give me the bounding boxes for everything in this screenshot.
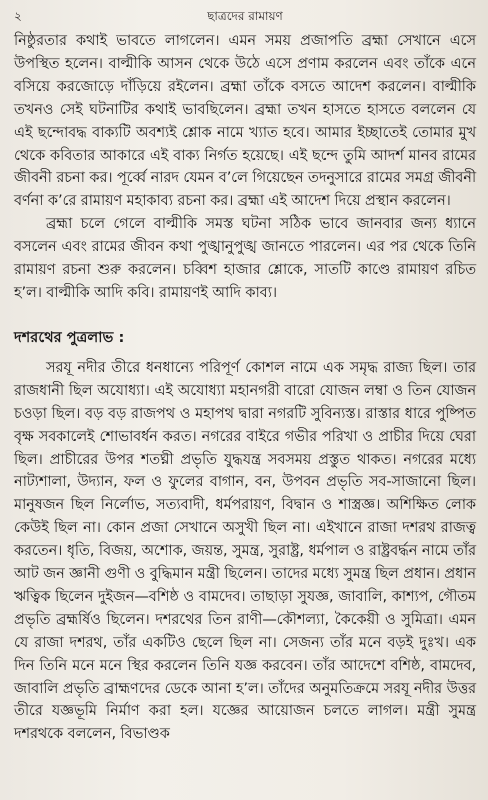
paragraph: ব্রহ্মা চলে গেলে বাল্মীকি সমস্ত ঘটনা সঠিক ভাবে জানবার জন্য ধ্যানে বসলেন এবং রামের জীবন কথা পুঙ্খানুপুঙ্খ জানতে পারলেন। এর পর থেকে তিনি রামায়ণ রচনা শুরু করলেন। চব্বিশ হাজার শ্লোকে, সাতটি কাণ্ডে রামায়ণ রচিত হ’ল। বাল্মীকি আদি কবি। রামায়ণই আদি কাব্য। [14, 215, 476, 301]
paragraph: নিষ্ঠুরতার কথাই ভাবতে লাগলেন। এমন সময় প্রজাপতি ব্রহ্মা সেখানে এসে উপস্থিত হলেন। বাল্মীকি আসন থেকে উঠে এসে প্রণাম করলেন এবং তাঁকে এনে বসিয়ে করজোড়ে দাঁড়িয়ে রইলেন। ব্রহ্মা তাঁকে বসতে আদেশ করলেন। বাল্মীকি তখনও সেই ঘটনাটির কথাই ভাবছিলেন। ব্রহ্মা তখন হাসতে হাসতে বললেন যে এই ছন্দোবদ্ধ বাক্যটি অবশ্যই শ্লোক নামে খ্যাত হবে। আমার ইচ্ছাতেই তোমার মুখ থেকে কবিতার আকারে এই বাক্য নির্গত হয়েছে। এই ছন্দে তুমি আদর্শ মানব রামের জীবনী রচনা কর। পূর্ব্বে নারদ যেমন ব’লে গিয়েছেন তদনুসারে রামের সমগ্র জীবনী বর্ণনা ক’রে রামায়ণ মহাকাব্য রচনা কর। ব্রহ্মা এই আদেশ দিয়ে প্রস্থান করলেন। [14, 32, 476, 210]
running-head: ছাত্রদের রামায়ণ [207, 9, 283, 23]
body-text [14, 30, 476, 746]
section-heading: দশরথের পুত্রলাভ : [14, 328, 125, 346]
page-number: ২ [14, 9, 22, 23]
section-spacer [14, 305, 476, 327]
page-header [14, 6, 476, 30]
paragraph: সরযূ নদীর তীরে ধনধান্যে পরিপূর্ণ কোশল নামে এক সমৃদ্ধ রাজ্য ছিল। তার রাজধানী ছিল অযোধ্যা। এই অযোধ্যা মহানগরী বারো যোজন লম্বা ও তিন যোজন চওড়া ছিল। বড় বড় রাজপথ ও মহাপথ দ্বারা নগরটি সুবিন্যস্ত। রাস্তার ধারে পুষ্পিত বৃক্ষ সবকালেই শোভাবর্ধন করত। নগরের বাইরে গভীর পরিখা ও প্রাচীর দিয়ে ঘেরা ছিল। প্রাচীরের উপর শতঘ্নী প্রভৃতি যুদ্ধযন্ত্র সবসময় প্রস্তুত থাকত। নগরের মধ্যে নাট্যশালা, উদ্যান, ফল ও ফুলের বাগান, বন, উপবন প্রভৃতি সব-সাজানো ছিল। মানুষজন ছিল নির্লোভ, সত্যবাদী, ধর্মপরায়ণ, বিদ্বান ও শাস্ত্রজ্ঞ। অশিক্ষিত লোক কেউই ছিল না। কোন প্রজা সেখানে অসুখী ছিল না। এইখানে রাজা দশরথ রাজত্ব করতেন। ধৃতি, বিজয়, অশোক, জয়ন্ত, সুমন্ত্র, সুরাষ্ট্র, ধর্মপাল ও রাষ্ট্রবর্দ্ধন নামে তাঁর আট জন জ্ঞানী গুণী ও বুদ্ধিমান মন্ত্রী ছিলেন। তাদের মধ্যে সুমন্ত্র ছিল প্রধান। প্রধান ঋত্বিক ছিলেন দুইজন—বশিষ্ঠ ও বামদেব। তাছাড়া সুযজ্ঞ, জাবালি, কাশ্যপ, গৌতম প্রভৃতি ব্রহ্মর্ষিও ছিলেন। দশরথের তিন রাণী—কৌশল্যা, কৈকেয়ী ও সুমিত্রা। এমন যে রাজা দশরথ, তাঁর একটিও ছেলে ছিল না। সেজন্য তাঁর মনে বড়ই দুঃখ। এক দিন তিনি মনে মনে স্থির করলেন তিনি যজ্ঞ করবেন। তাঁর আদেশে বশিষ্ঠ, বামদেব, জাবালি প্রভৃতি ব্রাহ্মণদের ডেকে আনা হ’ল। তাঁদের অনুমতিক্রমে সরযূ নদীর উত্তর তীরে যজ্ঞভূমি নির্মাণ করা হল। যজ্ঞের আয়োজন চলতে লাগল। মন্ত্রী সুমন্ত্র দশরথকে বললেন, বিভাণ্ডক [14, 358, 476, 743]
